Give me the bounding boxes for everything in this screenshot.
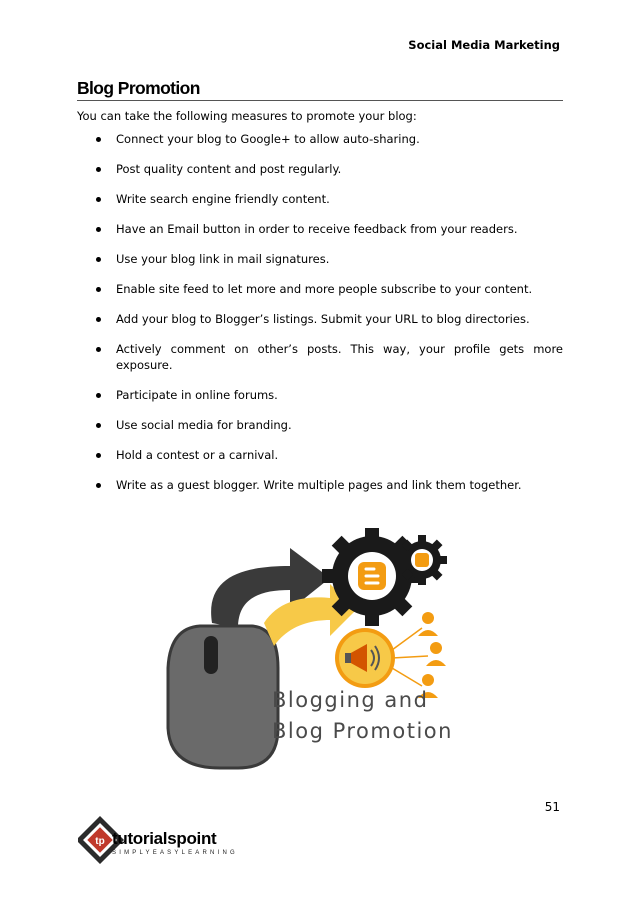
bullet-icon	[96, 423, 101, 428]
page-number: 51	[544, 800, 560, 814]
list-item: Connect your blog to Google+ to allow auto-sharing.	[77, 131, 563, 147]
bullet-icon	[96, 167, 101, 172]
illustration-caption-line-2: Blog Promotion	[272, 719, 453, 743]
bullet-icon	[96, 483, 101, 488]
intro-text: You can take the following measures to promote your blog:	[77, 109, 417, 123]
bullet-icon	[96, 227, 101, 232]
bullet-icon	[96, 317, 101, 322]
list-item: Post quality content and post regularly.	[77, 161, 563, 177]
list-item: Write search engine friendly content.	[77, 191, 563, 207]
list-item: Use social media for branding.	[77, 417, 563, 433]
gear-icon	[397, 535, 447, 585]
section-title: Blog Promotion	[77, 78, 200, 98]
title-divider	[77, 100, 563, 101]
list-item: Write as a guest blogger. Write multiple pages and link them together.	[77, 477, 563, 493]
megaphone-icon	[335, 628, 395, 688]
list-item: Have an Email button in order to receive feedback from your readers.	[77, 221, 563, 237]
list-item: Add your blog to Blogger’s listings. Submit your URL to blog directories.	[77, 311, 563, 327]
page-header: Social Media Marketing	[408, 38, 560, 52]
bullet-list	[77, 131, 563, 507]
logo-tagline: SIMPLYEASYLEARNING	[112, 850, 238, 856]
list-item: Use your blog link in mail signatures.	[77, 251, 563, 267]
list-item: Actively comment on other’s posts. This way, your profile gets more exposure.	[77, 341, 563, 373]
person-icon	[418, 612, 446, 698]
svg-text:tp: tp	[95, 836, 105, 847]
bullet-icon	[96, 257, 101, 262]
bullet-icon	[96, 287, 101, 292]
bullet-icon	[96, 453, 101, 458]
list-item: Enable site feed to let more and more people subscribe to your content.	[77, 281, 563, 297]
illustration-caption-line-1: Blogging and	[272, 688, 429, 712]
list-item: Participate in online forums.	[77, 387, 563, 403]
list-item: Hold a contest or a carnival.	[77, 447, 563, 463]
logo-wordmark: tutorialspoint	[112, 829, 217, 848]
bullet-icon	[96, 393, 101, 398]
bullet-icon	[96, 197, 101, 202]
bullet-icon	[96, 137, 101, 142]
mouse-icon	[168, 626, 278, 768]
bullet-icon	[96, 347, 101, 352]
